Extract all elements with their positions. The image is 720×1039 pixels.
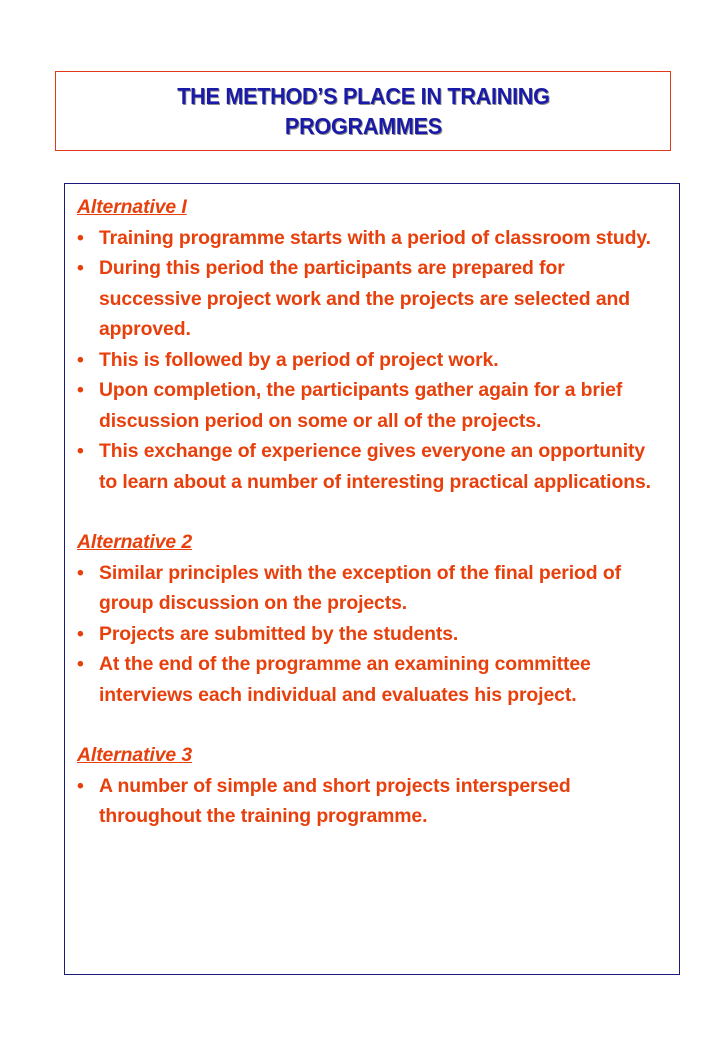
list-item-text: This is followed by a period of project work. — [99, 348, 499, 371]
list-item-text: Upon completion, the participants gather again for a brief discussion period on some or all of the projects. — [99, 379, 623, 432]
bullet-icon: • — [77, 348, 84, 371]
list-item — [77, 558, 663, 619]
list-item-text: At the end of the programme an examining committee interviews each individual and evaluates his project. — [99, 653, 591, 706]
bullet-icon: • — [77, 379, 84, 401]
bullet-icon: • — [77, 653, 84, 675]
list-item — [77, 375, 663, 436]
bullet-list — [77, 558, 663, 711]
list-item — [77, 345, 663, 376]
list-item-text: Training programme starts with a period of classroom study. — [99, 226, 651, 249]
section-alternative-2 — [77, 527, 663, 710]
list-item — [77, 619, 663, 650]
list-item — [77, 223, 663, 254]
list-item-text: Projects are submitted by the students. — [99, 622, 459, 645]
list-item-text: A number of simple and short projects interspersed throughout the training programme. — [99, 774, 571, 827]
bullet-icon: • — [77, 561, 84, 584]
bullet-icon: • — [77, 226, 84, 249]
bullet-icon: • — [77, 440, 84, 462]
section-heading: Alternative I — [77, 196, 187, 218]
bullet-list — [77, 223, 663, 498]
bullet-list — [77, 771, 663, 832]
bullet-icon: • — [77, 257, 84, 279]
page-title-line-2: PROGRAMMES — [284, 113, 442, 139]
section-alternative-3 — [77, 740, 663, 832]
list-item-text: During this period the participants are prepared for successive project work and the projects are selected and approved. — [99, 257, 630, 340]
list-item — [77, 649, 663, 710]
content-box — [64, 183, 680, 975]
section-heading: Alternative 3 — [77, 744, 193, 766]
page-title-line-1: THE METHOD’S PLACE IN TRAINING — [176, 83, 550, 109]
list-item-text: This exchange of experience gives everyone an opportunity to learn about a number of interesting practical applications. — [99, 440, 651, 493]
list-item — [77, 771, 663, 832]
page-title — [177, 81, 549, 141]
bullet-icon: • — [77, 622, 84, 645]
section-alternative-1 — [77, 192, 663, 497]
bullet-icon: • — [77, 774, 84, 797]
list-item-text: Similar principles with the exception of the final period of group discussion on the projects. — [99, 561, 621, 614]
title-box — [55, 71, 671, 151]
list-item — [77, 253, 663, 345]
section-heading: Alternative 2 — [77, 531, 193, 553]
list-item — [77, 436, 663, 497]
